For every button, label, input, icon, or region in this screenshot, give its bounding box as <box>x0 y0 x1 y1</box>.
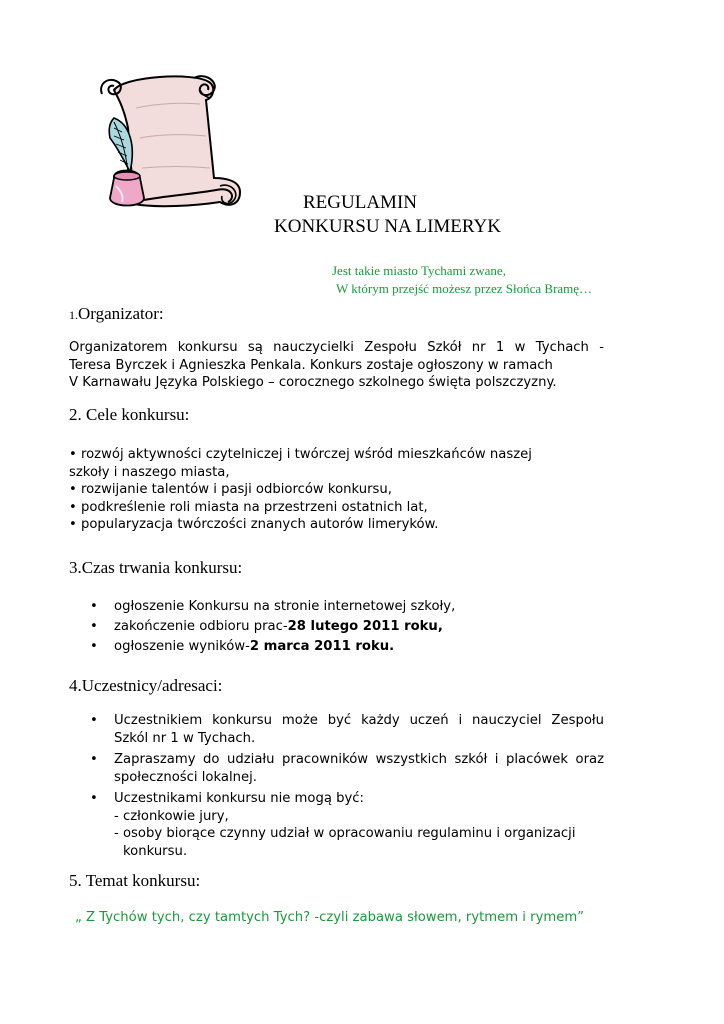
section-1-heading <box>69 304 164 325</box>
contest-topic: „ Z Tychów tych, czy tamtych Tych? -czyli zabawa słowem, rytmem i rymem” <box>75 910 585 925</box>
section-1-title: Organizator: <box>78 304 164 323</box>
list-item <box>69 446 604 464</box>
goal-4-text: popularyzacja twórczości znanych autorów limeryków. <box>80 517 439 532</box>
section-1-line: V Karnawału Języka Polskiego – corocznego szkolnego święta polszczyzny. <box>69 375 557 390</box>
bullet: • <box>69 517 77 532</box>
section-1-line: Teresa Byrczek i Agnieszka Penkala. Konkurs zostaje ogłoszony w ramach <box>69 357 553 373</box>
participant-1-line-1: Uczestnikiem konkursu może być każdy uczeń i nauczyciel Zespołu <box>114 713 604 728</box>
section-2-list <box>69 446 604 534</box>
section-4-list <box>90 712 604 860</box>
list-item <box>90 790 604 860</box>
time-item-1-text: ogłoszenie Konkursu na stronie internetowej szkoły, <box>114 599 456 614</box>
time-item-3-text: ogłoszenie wyników- <box>114 639 250 654</box>
excluded-item: - osoby biorące czynny udział w opracowaniu regulaminu i organizacji <box>114 826 576 841</box>
list-item <box>90 598 610 618</box>
section-3-list <box>90 598 610 658</box>
time-item-2-text: zakończenie odbioru prac- <box>114 619 288 634</box>
bullet: • <box>90 752 98 767</box>
excluded-item-continuation: konkursu. <box>123 843 188 859</box>
list-item <box>69 499 604 517</box>
list-item <box>90 638 610 658</box>
section-4-heading: 4.Uczestnicy/adresaci: <box>69 676 223 695</box>
excluded-item: - członkowie jury, <box>114 808 229 824</box>
list-item <box>69 481 604 499</box>
section-3-heading: 3.Czas trwania konkursu: <box>69 558 243 577</box>
list-item <box>90 751 604 786</box>
title-line-2: KONKURSU NA LIMERYK <box>274 216 501 237</box>
bullet: • <box>69 499 77 515</box>
title-line-1: REGULAMIN <box>303 192 417 213</box>
quill-scroll-icon <box>84 68 246 216</box>
goal-3-text: podkreślenie roli miasta na przestrzeni ostatnich lat, <box>80 499 428 515</box>
bullet: • <box>90 713 98 728</box>
section-5-heading: 5. Temat konkursu: <box>69 871 201 890</box>
participant-3-line-1: Uczestnikami konkursu nie mogą być: <box>114 791 364 806</box>
list-item <box>69 516 604 534</box>
list-item-text-justified <box>69 446 532 464</box>
motto-line-1: Jest takie miasto Tychami zwane, <box>332 263 506 278</box>
results-date: 2 marca 2011 roku. <box>249 639 395 654</box>
deadline-date: 28 lutego 2011 roku, <box>287 619 443 634</box>
section-1-line: Organizatorem konkursu są nauczycielki Zespołu Szkół nr 1 w Tychach - <box>69 340 604 355</box>
motto-line-2: W którym przejść możesz przez Słońca Bramę… <box>336 281 593 296</box>
bullet: • <box>90 639 98 654</box>
bullet: • <box>69 447 77 462</box>
list-item <box>90 618 610 638</box>
participant-2-line-1: Zapraszamy do udziału pracowników wszystkich szkół i placówek oraz <box>114 752 604 767</box>
participant-2-line-2: społeczności lokalnej. <box>114 769 257 785</box>
list-item-continuation: szkoły i naszego miasta, <box>69 464 230 480</box>
section-2-heading: 2. Cele konkursu: <box>69 405 190 424</box>
bullet: • <box>90 599 98 614</box>
section-1-number: 1. <box>69 308 78 322</box>
participant-1-line-2: Szkól nr 1 w Tychach. <box>114 730 256 746</box>
list-item <box>90 712 604 747</box>
section-1-text <box>69 339 604 392</box>
goal-2-text: rozwijanie talentów i pasji odbiorców konkursu, <box>80 482 392 497</box>
bullet: • <box>69 482 77 497</box>
goal-1-text: rozwój aktywności czytelniczej i twórczej wśród mieszkańców naszej <box>76 447 532 462</box>
bullet: • <box>90 619 98 634</box>
bullet: • <box>90 791 98 806</box>
